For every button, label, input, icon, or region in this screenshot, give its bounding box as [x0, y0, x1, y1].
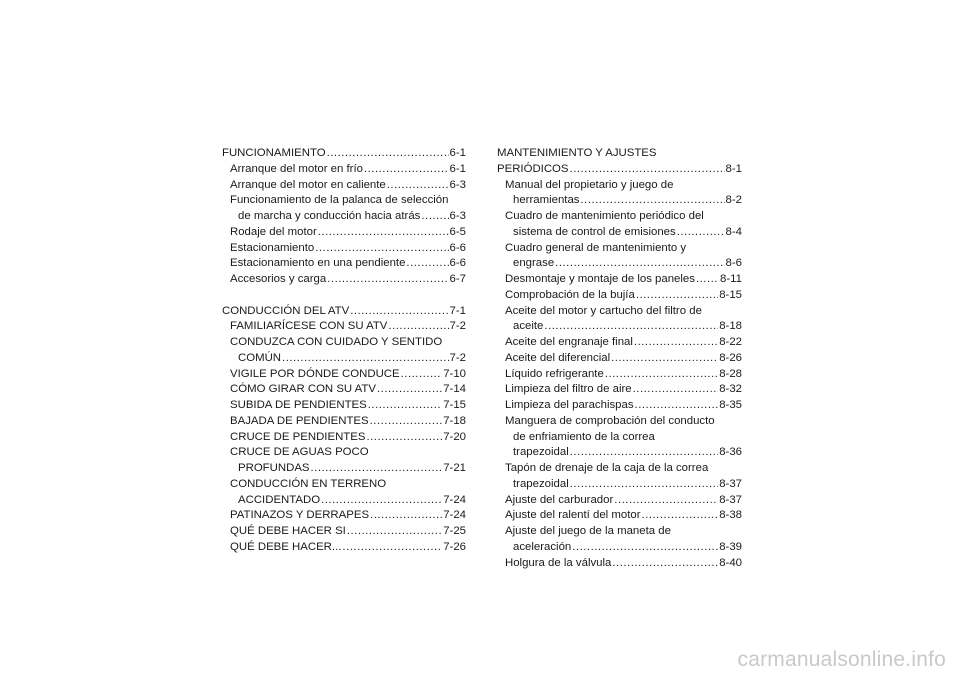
- toc-entry-line[interactable]: CONDUCCIÓN EN TERRENO: [230, 477, 387, 490]
- watermark: carmanualsonline.info: [737, 648, 946, 671]
- toc-entry[interactable]: FAMILIARÍCESE CON SU ATV ..... 7-2: [222, 319, 466, 335]
- toc-entry[interactable]: Comprobación de la bujía ..... 8-15: [497, 288, 742, 304]
- toc-entry[interactable]: Líquido refrigerante ..... 8-28: [497, 367, 742, 383]
- toc-entry[interactable]: Desmontaje y montaje de los paneles ..... 8-11: [497, 272, 742, 288]
- toc-entry[interactable]: herramientas ..... 8-2: [497, 193, 742, 209]
- toc-entry-line[interactable]: Cuadro de mantenimiento periódico del: [505, 210, 704, 222]
- toc-entry[interactable]: aceite ..... 8-18: [497, 319, 742, 335]
- toc-entry-line[interactable]: CRUCE DE AGUAS POCO: [230, 446, 369, 459]
- toc-entry[interactable]: Estacionamiento ..... 6-6: [222, 241, 466, 257]
- toc-entry[interactable]: CRUCE DE PENDIENTES ..... 7-20: [222, 430, 466, 446]
- toc-entry[interactable]: Accesorios y carga ..... 6-7: [222, 272, 466, 288]
- toc-entry[interactable]: CÓMO GIRAR CON SU ATV ..... 7-14: [222, 382, 466, 398]
- toc-entry-line[interactable]: Manual del propietario y juego de: [505, 178, 674, 191]
- toc-section-mantenimiento-line[interactable]: MANTENIMIENTO Y AJUSTES: [497, 147, 657, 159]
- toc-entry-line[interactable]: Ajuste del juego de la maneta de: [505, 525, 671, 537]
- toc-entry[interactable]: Rodaje del motor ..... 6-5: [222, 225, 466, 241]
- toc-entry[interactable]: Aceite del engranaje final ..... 8-22: [497, 335, 742, 351]
- toc-entry-line[interactable]: CONDUZCA CON CUIDADO Y SENTIDO: [230, 336, 443, 348]
- toc-entry[interactable]: PATINAZOS Y DERRAPES ..... 7-24: [222, 508, 466, 524]
- toc-entry[interactable]: engrase ..... 8-6: [497, 256, 742, 272]
- toc-entry[interactable]: VIGILE POR DÓNDE CONDUCE ..... 7-10: [222, 367, 466, 383]
- toc-entry[interactable]: Limpieza del parachispas ..... 8-35: [497, 398, 742, 414]
- toc-entry[interactable]: de marcha y conducción hacia atrás ..... 6-3: [222, 209, 466, 225]
- toc-entry[interactable]: BAJADA DE PENDIENTES ..... 7-18: [222, 414, 466, 430]
- toc-entry[interactable]: Ajuste del ralentí del motor ..... 8-38: [497, 508, 742, 524]
- toc-entry[interactable]: trapezoidal ..... 8-37: [497, 477, 742, 493]
- toc-entry[interactable]: Estacionamiento en una pendiente ..... 6-6: [222, 256, 466, 272]
- toc-entry[interactable]: Arranque del motor en caliente ..... 6-3: [222, 178, 466, 194]
- toc-entry-line[interactable]: Cuadro general de mantenimiento y: [505, 241, 687, 254]
- toc-entry[interactable]: Limpieza del filtro de aire ..... 8-32: [497, 382, 742, 398]
- toc-entry-line[interactable]: Aceite del motor y cartucho del filtro de: [505, 304, 702, 317]
- toc-entry-line[interactable]: Tapón de drenaje de la caja de la correa: [505, 462, 709, 474]
- toc-entry-line[interactable]: Funcionamiento de la palanca de selección: [230, 194, 449, 207]
- toc-entry-line[interactable]: de enfriamiento de la correa: [513, 430, 655, 443]
- toc-entry[interactable]: QUÉ DEBE HACER SI ..... 7-25: [222, 524, 466, 540]
- toc-entry[interactable]: aceleración ..... 8-39: [497, 540, 742, 556]
- toc-entry[interactable]: SUBIDA DE PENDIENTES ..... 7-15: [222, 398, 466, 414]
- toc-entry[interactable]: Aceite del diferencial ..... 8-26: [497, 351, 742, 367]
- toc-entry[interactable]: COMÚN ..... 7-2: [222, 351, 466, 367]
- toc-entry[interactable]: Ajuste del carburador ..... 8-37: [497, 493, 742, 509]
- toc-entry[interactable]: trapezoidal ..... 8-36: [497, 445, 742, 461]
- toc-section-conduccion[interactable]: CONDUCCIÓN DEL ATV ..... 7-1: [222, 304, 466, 320]
- toc-right-column: [497, 146, 742, 571]
- toc-entry[interactable]: PROFUNDAS ..... 7-21: [222, 461, 466, 477]
- toc-entry[interactable]: Arranque del motor en frío ..... 6-1: [222, 162, 466, 178]
- toc-entry[interactable]: Holgura de la válvula ..... 8-40: [497, 556, 742, 572]
- toc-entry[interactable]: ACCIDENTADO ..... 7-24: [222, 493, 466, 509]
- toc-left-column: [222, 146, 466, 556]
- section-spacer: [222, 288, 466, 304]
- toc-entry[interactable]: QUÉ DEBE HACER... ..... 7-26: [222, 540, 466, 556]
- toc-section-funcionamiento[interactable]: FUNCIONAMIENTO ..... 6-1: [222, 146, 466, 162]
- toc-section-mantenimiento[interactable]: PERIÓDICOS ..... 8-1: [497, 162, 742, 178]
- toc-entry-line[interactable]: Manguera de comprobación del conducto: [505, 414, 715, 427]
- toc-entry[interactable]: sistema de control de emisiones ..... 8-4: [497, 225, 742, 241]
